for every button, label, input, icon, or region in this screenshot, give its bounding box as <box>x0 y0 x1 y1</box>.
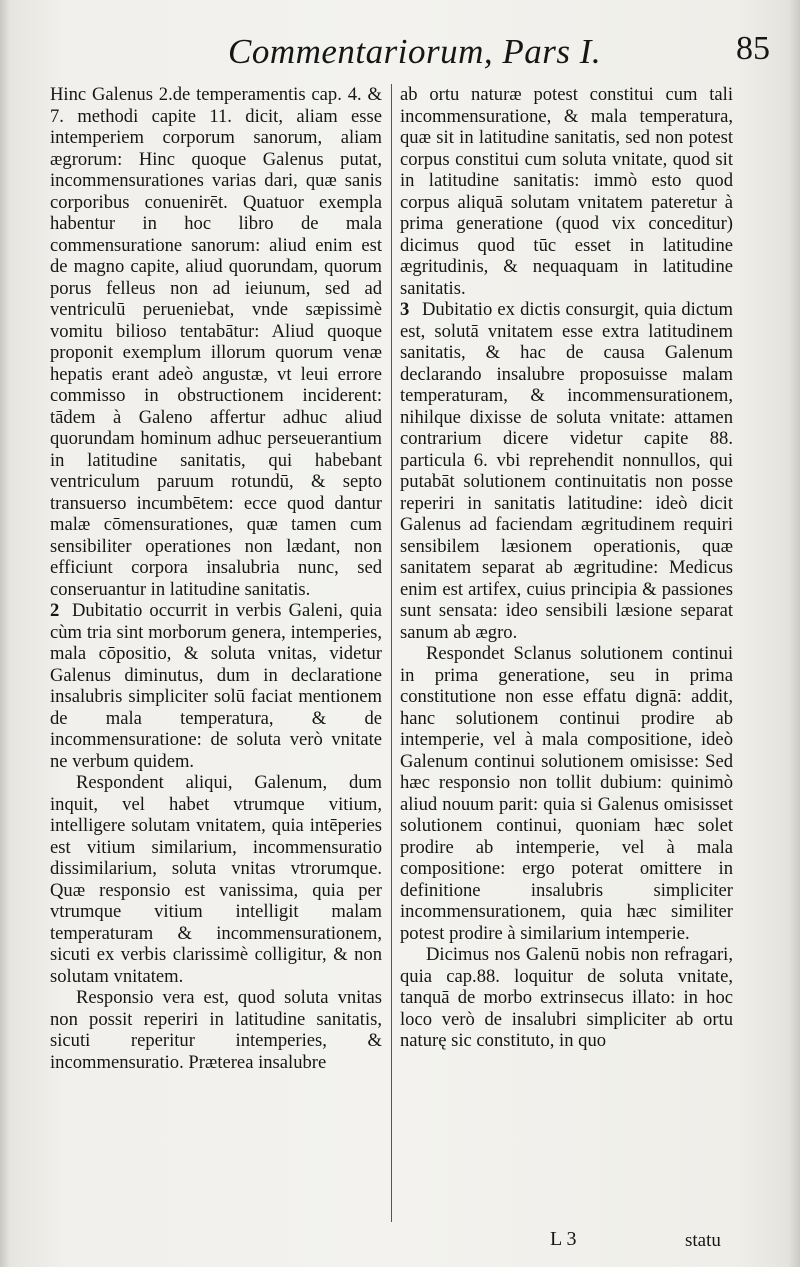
page-footer <box>0 1226 800 1256</box>
paragraph: Respondet Sclanus solutionem continui in prima generatione, seu in prima constitutione non esse effatu dignā: addit, hanc solutionem continui prodire ab intemperie, vel à mala compositione, ideò Galenum continui solutionem omisisse: Sed hæc responsio non tollit dubium: quinimò aliud nouum parit: quia si Galenus omisisset solutionem continui, quoniam hæc solet prodire ab intemperie, vel à mala compositione: ergo poterat omittere in definitione insalubris simpliciter incommensurationem, quia hæc similiter potest prodire à similarium intemperie. <box>400 643 733 944</box>
paragraph-text: Dubitatio occurrit in verbis Galeni, quia cùm tria sint morborum genera, intemperies, mala cōpositio, & soluta vnitas, videtur Galenus diminutus, dum in declaratione insalubris simpliciter solū faciat mentionem de mala temperatura, & de incommensuratione: de soluta verò vnitate ne verbum quidem. <box>50 600 382 772</box>
paragraph-text: Dubitatio ex dictis consurgit, quia dictum est, solutā vnitatem esse extra latitudinem sanitatis, & hac de causa Galenum declarando insalubre proposuisse malam temperaturam, & incommensurationem, nihilque dixisse de soluta vnitate: attamen contrarium dicere videtur capite 88. particula 6. vbi reprehendit nonnullos, qui putabāt solutionem continuitatis non posse reperiri in sanitatis latitudine: ideò dicit Galenus ad faciendam ægritudinem requiri sensibilem læsionem operationis, quæ sanitatem separat ab ægritudine: Medicus enim est artifex, cuius principia & passiones sunt sensata: ideo sensibili læsione separat sanum ab ægro. <box>400 299 733 643</box>
left-column <box>50 84 382 1234</box>
column-divider <box>391 84 392 1222</box>
paragraph-number: 2 <box>50 600 60 621</box>
paragraph: Dicimus nos Galenū nobis non refragari, quia cap.88. loquitur de soluta vnitate, tanquā de morbo extrinsecus illato: in hoc loco verò de insalubri simpliciter ab ortu naturę sic constituto, in quo <box>400 944 733 1051</box>
numbered-paragraph <box>400 299 733 643</box>
numbered-paragraph <box>50 600 382 772</box>
page-header <box>0 26 800 76</box>
page-number: 85 <box>736 30 770 67</box>
paragraph-number: 3 <box>400 299 410 320</box>
paragraph: Respondent aliqui, Galenum, dum inquit, vel habet vtrumque vitium, intelligere solutam vnitatem, quia intēperies est vitium similarium, incommensuratio dissimilarium, soluta vnitas vtrorumque. Quæ responsio est vanissima, quia per vtrumque vitium intelligit malam temperaturam & incommensurationem, sicuti ex verbis clarissimè colligitur, & non solutam vnitatem. <box>50 772 382 987</box>
right-column <box>400 84 733 1234</box>
paragraph: ab ortu naturæ potest constitui cum tali incommensuratione, & mala temperatura, quæ sit in latitudine sanitatis, sed non potest corpus constitui cum soluta vnitate, quod sit in latitudine sanitatis: immò esto quod corpus aliquā solutam vnitatem pateretur à prima generatione (quod vix conceditur) dicimus quod tūc esset in latitudine ægritudinis, & nequaquam in latitudine sanitatis. <box>400 84 733 299</box>
catchword: statu <box>685 1230 721 1251</box>
paragraph: Responsio vera est, quod soluta vnitas non possit reperiri in latitudine sanitatis, sicuti reperitur intemperies, & incommensuratio. Præterea insalubre <box>50 987 382 1073</box>
page-edge-shadow <box>788 0 800 1267</box>
running-title: Commentariorum, Pars I. <box>228 32 602 71</box>
page-edge-shadow <box>0 0 10 1267</box>
signature-mark: L 3 <box>550 1228 577 1250</box>
paragraph: Hinc Galenus 2.de temperamentis cap. 4. & 7. methodi capite 11. dicit, aliam esse intemperiem corporum sanorum, aliam ægrorum: Hinc quoque Galenus putat, incommensurationes varias dari, quæ sanis corporibus conuenirēt. Quatuor exempla habentur in hoc libro de mala commensuratione sanorum: aliud enim est de magno capite, aliud quorundam, quorum porus felleus non ad ieiunum, sed ad ventriculū perueniebat, vnde sæpissimè vomitu bilioso tentabātur: Aliud quoque proponit exemplum illorum quorum venæ hepatis erant adeò angustæ, vt leui errore commisso in obstructionem inciderent: tādem à Galeno affertur adhuc aliud quorundam hominum adhuc perseuerantium in latitudine sanitatis, qui habebant ventriculum paruum rotundū, & septo transuerso incumbētem: ecce quod dantur malæ cōmensurationes, quæ tamen cum sensibiliter operationes non lædant, non efficiunt corpora insalubria nunc, sed conseruantur in latitudine sanitatis. <box>50 84 382 600</box>
